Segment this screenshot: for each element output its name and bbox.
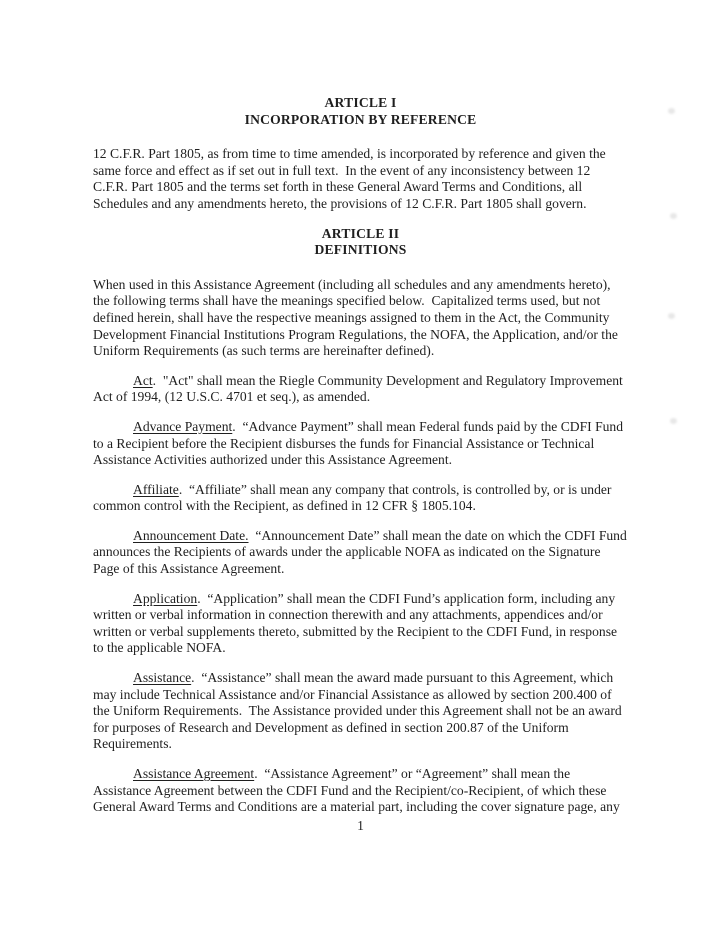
definition-text: . "Act" shall mean the Riegle Community Development and Regulatory Improvement Act of 1994, (12 U.S.C. 4701 et seq.), as amended. bbox=[93, 372, 626, 405]
definition-term: Assistance bbox=[133, 670, 192, 686]
definition-affiliate bbox=[93, 482, 628, 515]
page-number: 1 bbox=[357, 817, 364, 833]
definition-term: Application bbox=[133, 590, 198, 606]
article-2-title: ARTICLE II bbox=[321, 225, 400, 241]
article-1-heading bbox=[93, 95, 628, 128]
article-2-subtitle: DEFINITIONS bbox=[314, 242, 407, 258]
definition-assistance bbox=[93, 670, 628, 753]
definition-text: . “Assistance” shall mean the award made pursuant to this Agreement, which may include Technical Assistance and/or Financial Assistance as allowed by section 200.400 of the Uniform Requirements. The Assistance provided under this Agreement shall not be an award for purposes of Research and Development as defined in section 200.87 of the Uniform Requirements. bbox=[93, 670, 626, 752]
definition-term: Assistance Agreement bbox=[133, 766, 255, 781]
definition-text: “Announcement Date” shall mean the date on which the CDFI Fund announces the Recipients of awards under the applicable NOFA as indicated on the Signature Page of this Assistance Agreement. bbox=[93, 527, 631, 577]
definition-advance-payment bbox=[93, 419, 628, 469]
article-1-title: ARTICLE I bbox=[324, 95, 397, 110]
definition-term: Act bbox=[133, 372, 153, 388]
definition-text: . “Affiliate” shall mean any company that controls, is controlled by, or is under common control with the Recipient, as defined in 12 CFR § 1805.104. bbox=[93, 481, 615, 514]
definition-act bbox=[93, 373, 628, 406]
definition-text: . “Application” shall mean the CDFI Fund’s application form, including any written or verbal information in connection therewith and any attachments, appendices and/or written or verbal supplements thereto, submitted by the Recipient to the CDFI Fund, in response to the applicable NOFA. bbox=[93, 590, 621, 656]
scan-artifact bbox=[670, 213, 677, 219]
article-2-heading bbox=[93, 226, 628, 259]
scan-artifact bbox=[668, 313, 675, 319]
definition-text: . “Assistance Agreement” or “Agreement” shall mean the Assistance Agreement between the CDFI Fund and the Recipient/co-Recipient, of which these General Award Terms and Conditions are a material part, including the cover signature page, any bbox=[93, 766, 620, 815]
definition-term: Affiliate bbox=[133, 481, 179, 497]
definition-announcement-date bbox=[93, 527, 631, 578]
definitions-intro: When used in this Assistance Agreement (including all schedules and any amendments hereto), the following terms shall have the meanings specified below. Capitalized terms used, but not defined herein, shall have the respective meanings assigned to them in the Act, the Community Development Financial Institutions Program Regulations, the NOFA, the Application, and/or the Uniform Requirements (as such terms are hereinafter defined). bbox=[93, 276, 622, 359]
scan-artifact bbox=[668, 108, 675, 114]
article-1-body: 12 C.F.R. Part 1805, as from time to time amended, is incorporated by reference and given the same force and effect as if set out in full text. In the event of any inconsistency between 12 C.F.R. Part 1805 and the terms set forth in these General Award Terms and Conditions, all Schedules and any amendments hereto, the provisions of 12 C.F.R. Part 1805 shall govern. bbox=[93, 146, 610, 211]
document-content bbox=[93, 95, 631, 834]
definition-application bbox=[93, 591, 628, 657]
definition-text: . “Advance Payment” shall mean Federal funds paid by the CDFI Fund to a Recipient before the Recipient disburses the funds for Financial Assistance or Technical Assistance Activities authorized under this Assistance Agreement. bbox=[93, 418, 627, 468]
article-1-subtitle: INCORPORATION BY REFERENCE bbox=[244, 111, 477, 127]
definition-term: Advance Payment bbox=[133, 418, 233, 434]
scan-artifact bbox=[670, 418, 677, 424]
definition-assistance-agreement bbox=[93, 766, 628, 816]
definition-term: Announcement Date. bbox=[133, 527, 249, 543]
